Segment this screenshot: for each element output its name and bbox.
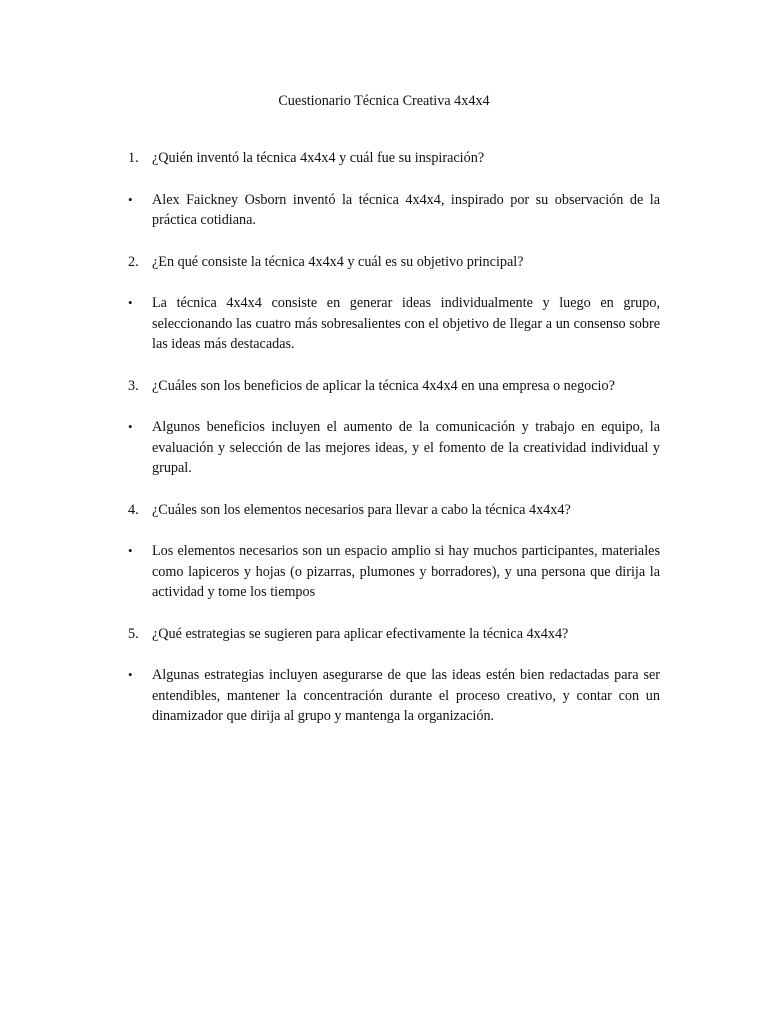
question-number: 1. [128, 150, 139, 166]
document-title: Cuestionario Técnica Creativa 4x4x4 [278, 93, 490, 109]
questionnaire-list [128, 148, 660, 748]
question-item [128, 376, 660, 397]
question-text: ¿Qué estrategias se sugieren para aplicar efectivamente la técnica 4x4x4? [152, 625, 569, 642]
answer-item [128, 541, 660, 603]
question-number: 2. [128, 253, 139, 270]
question-text: ¿Quién inventó la técnica 4x4x4 y cuál fue su inspiración? [152, 150, 485, 166]
answer-text: Algunas estrategias incluyen asegurarse de que las ideas estén bien redactadas para ser entendibles, mantener la concentración durante el proceso creativo, y contar con un dinamizador que dirija al grupo y mantenga la organización. [152, 667, 660, 724]
question-item [128, 148, 660, 169]
question-text: ¿En qué consiste la técnica 4x4x4 y cuál es su objetivo principal? [152, 253, 524, 270]
question-item [128, 624, 660, 645]
answer-item [128, 417, 660, 479]
answer-text: Los elementos necesarios son un espacio amplio si hay muchos participantes, materiales como lapiceros y hojas (o pizarras, plumones y borradores), y una persona que dirija la actividad y tome los tiempos [152, 543, 660, 600]
answer-item [128, 293, 660, 355]
bullet-icon: • [128, 543, 133, 558]
answer-item [128, 665, 660, 727]
question-number: 4. [128, 501, 139, 518]
question-item [128, 252, 660, 273]
bullet-icon: • [128, 191, 133, 207]
question-number: 3. [128, 377, 139, 394]
bullet-icon: • [128, 667, 133, 682]
bullet-icon: • [128, 419, 133, 434]
question-item [128, 500, 660, 521]
answer-text: Alex Faickney Osborn inventó la técnica 4x4x4, inspirado por su observación de la práctica cotidiana. [152, 191, 660, 228]
question-text: ¿Cuáles son los beneficios de aplicar la técnica 4x4x4 en una empresa o negocio? [152, 377, 615, 394]
answer-text: Algunos beneficios incluyen el aumento de la comunicación y trabajo en equipo, la evaluación y selección de las mejores ideas, y el fomento de la creatividad individual y grupal. [152, 419, 660, 476]
answer-item [128, 190, 660, 231]
answer-text: La técnica 4x4x4 consiste en generar ideas individualmente y luego en grupo, seleccionando las cuatro más sobresalientes con el objetivo de llegar a un consenso sobre las ideas más destacadas. [152, 295, 660, 352]
bullet-icon: • [128, 295, 133, 310]
question-text: ¿Cuáles son los elementos necesarios para llevar a cabo la técnica 4x4x4? [152, 501, 571, 518]
question-number: 5. [128, 625, 139, 642]
